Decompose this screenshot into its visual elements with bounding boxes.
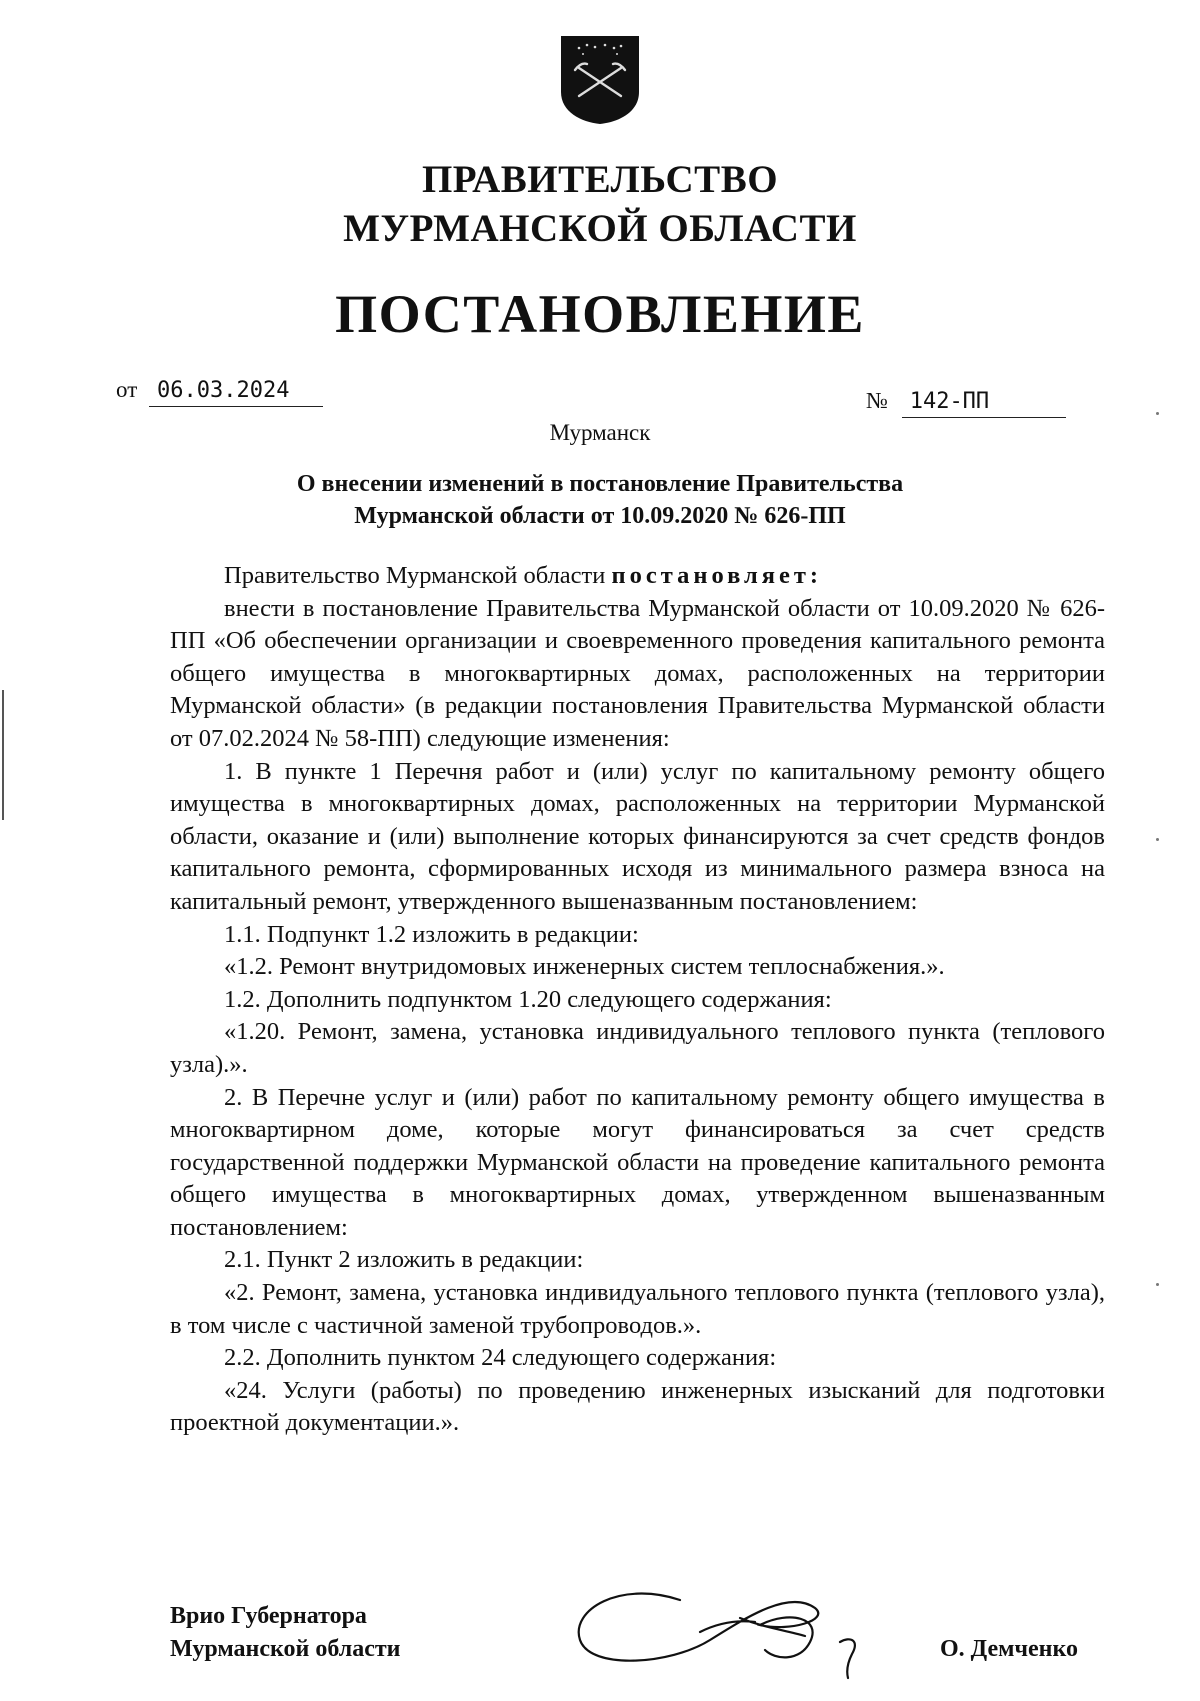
scan-edge-mark [2,690,4,820]
scan-dot [1156,1283,1159,1286]
subject-line2: Мурманской области от 10.09.2020 № 626-ПП [354,503,846,529]
number-value: 142-ПП [902,387,1066,418]
body-paragraph: внести в постановление Правительства Мурманской области от 10.09.2020 № 626-ПП «Об обеспечении организации и своевременного проведения капитального ремонта общего имущества в многоквартирных домах, расположенных на территории Мурманской области» (в редакции постановления Правительства Мурманской области от 07.02.2024 № 58-ПП) следующие изменения: [170,594,1105,752]
signatory-title [170,1600,400,1666]
document-date [116,375,323,407]
org-name-line2: МУРМАНСКОЙ ОБЛАСТИ [343,207,857,250]
org-name-line1: ПРАВИТЕЛЬСТВО [421,158,779,201]
document-type-title: ПОСТАНОВЛЕНИЕ [335,284,865,344]
signatory-name: О. Демченко [940,1636,1078,1662]
coat-of-arms-emblem [559,34,641,126]
body-paragraph: «1.2. Ремонт внутридомовых инженерных систем теплоснабжения.». [224,953,945,981]
body-intro [170,560,1105,593]
body-paragraph: «2. Ремонт, замена, установка индивидуального теплового пункта (теплового узла), в том числе с частичной заменой трубопроводов.». [170,1279,1105,1339]
date-prefix: от [116,377,138,402]
document-number [866,386,1066,418]
signatory-title-line1: Врио Губернатора [170,1603,367,1629]
document-subject [200,468,1000,532]
intro-decree-word: постановляет: [611,562,823,589]
body-paragraph: 1.2. Дополнить подпунктом 1.20 следующего содержания: [224,985,832,1013]
body-paragraph: 1. В пункте 1 Перечня работ и (или) услуг по капитальному ремонту общего имущества в многоквартирных домах, расположенных на территории Мурманской области, оказание и (или) выполнение которых финансируются за счет средств фондов капитального ремонта, сформированных исходя из минимального размера взноса на капитальный ремонт, утвержденного вышеназванным постановлением: [170,757,1105,915]
scan-dot [1156,412,1159,415]
document-body [170,560,1105,1440]
body-paragraph: «24. Услуги (работы) по проведению инженерных изысканий для подготовки проектной документации.». [170,1376,1105,1437]
city-name: Мурманск [549,420,651,445]
date-value: 06.03.2024 [149,376,323,407]
number-prefix: № [866,388,888,413]
scan-dot [1156,838,1159,841]
body-paragraph: 1.1. Подпункт 1.2 изложить в редакции: [224,920,639,948]
body-paragraph: «1.20. Ремонт, замена, установка индивидуального теплового пункта (теплового узла).». [170,1018,1105,1078]
body-paragraph: 2.2. Дополнить пунктом 24 следующего содержания: [224,1344,777,1372]
body-paragraph: 2.1. Пункт 2 изложить в редакции: [224,1246,584,1274]
body-paragraph: 2. В Перечне услуг и (или) работ по капитальному ремонту общего имущества в многоквартирном доме, которые могут финансироваться за счет средств государственной поддержки Мурманской области на проведение капитального ремонта общего имущества в многоквартирных домах, утвержденном вышеназванным постановлением: [170,1083,1105,1241]
intro-text: Правительство Мурманской области [224,562,612,589]
subject-line1: О внесении изменений в постановление Правительства [296,471,904,497]
handwritten-signature [560,1570,880,1680]
signatory-title-line2: Мурманской области [170,1636,401,1662]
